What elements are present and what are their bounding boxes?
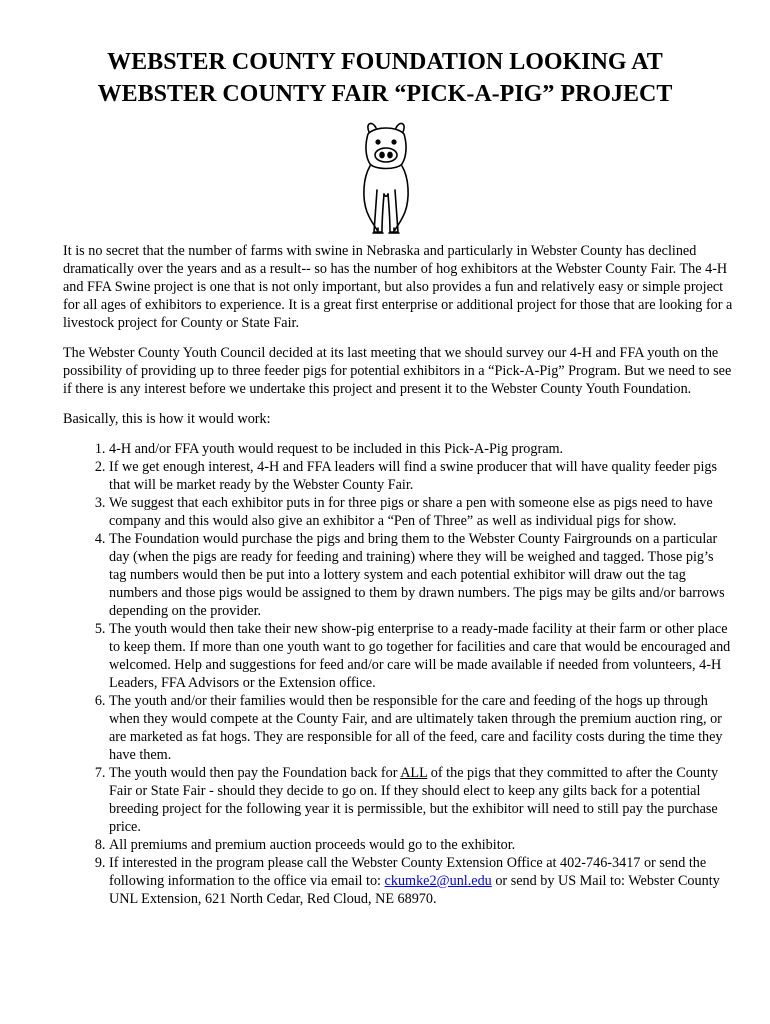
title-line-2: WEBSTER COUNTY FAIR “PICK-A-PIG” PROJECT — [97, 81, 673, 107]
email-link[interactable]: ckumke2@unl.edu — [384, 873, 492, 889]
item-text: The youth would then pay the Foundation back for — [109, 765, 401, 781]
underlined-all: ALL — [400, 765, 428, 781]
list-item: 1. 4-H and/or FFA youth would request to be included in this Pick-A-Pig program. — [109, 440, 733, 458]
item-text: or send by US Mail to: Webster County UNL Extension, 621 North Cedar, Red Cloud, NE 68970. — [109, 873, 720, 907]
item-text: If interested in the program please call the Webster County Extension Office at 402-746-3417 or send the following information to the office via email to: — [109, 855, 707, 889]
document-body — [63, 242, 733, 908]
list-item — [109, 764, 733, 836]
list-item: 5. The youth would then take their new show-pig enterprise to a ready-made facility at their farm or other place to keep them. If more than one youth want to go together for facilities and care that would be encouraged and welcomed. Help and suggestions for feed and/or care will be made available if needed from volunteers, 4-H Leaders, FFA Advisors or the Extension office. — [109, 620, 733, 692]
list-item: 2. If we get enough interest, 4-H and FFA leaders will find a swine producer that will have quality feeder pigs that will be market ready by the Webster County Fair. — [109, 458, 733, 494]
page-title — [40, 46, 730, 110]
council-paragraph: The Webster County Youth Council decided at its last meeting that we should survey our 4-H and FFA youth on the possibility of providing up to three feeder pigs for potential exhibitors in a “Pick-A-Pig” Program. But we need to see if there is any interest before we undertake this project and present it to the Webster County Youth Foundation. — [63, 345, 732, 397]
pig-icon — [355, 120, 417, 238]
intro-paragraph: It is no secret that the number of farms with swine in Nebraska and particularly in Webster County has declined dramatically over the years and as a result-- so has the number of hog exhibitors at the Webster County Fair. The 4-H and FFA Swine project is one that is not only important, but also provides a fun and relatively easy or simple project for all ages of exhibitors to experience. It is a great first enterprise or additional project for those that are looking for a livestock project for County or State Fair. — [63, 243, 733, 331]
title-line-1: WEBSTER COUNTY FOUNDATION LOOKING AT — [107, 49, 663, 75]
list-item: 3. We suggest that each exhibitor puts in for three pigs or share a pen with someone else as pigs need to have company and this would also give an exhibitor a “Pen of Three” as well as individual pigs for show. — [109, 494, 733, 530]
how-it-works-paragraph: Basically, this is how it would work: — [63, 411, 271, 427]
list-item — [109, 854, 733, 908]
list-item: 8. All premiums and premium auction proceeds would go to the exhibitor. — [109, 836, 733, 854]
steps-list — [63, 440, 733, 908]
item-text: of the pigs that they committed to after the County Fair or State Fair - should they decide to go on. If they should elect to keep any gilts back for a potential breeding project for the following year it is permissible, but the exhibitor will need to still pay the purchase price. — [109, 765, 719, 835]
list-item: 4. The Foundation would purchase the pigs and bring them to the Webster County Fairgrounds on a particular day (when the pigs are ready for feeding and training) where they will be weighed and tagged. Those pig’s tag numbers would then be put into a lottery system and each potential exhibitor will draw out the tag numbers and those pigs would be assigned to them by drawn numbers. The pigs may be gilts and/or barrows depending on the provider. — [109, 530, 733, 620]
list-item: 6. The youth and/or their families would then be responsible for the care and feeding of the hogs up through when they would compete at the County Fair, and are ultimately taken through the premium auction ring, or are marketed as fat hogs. They are responsible for all of the feed, care and facility costs during the time they have them. — [109, 692, 733, 764]
